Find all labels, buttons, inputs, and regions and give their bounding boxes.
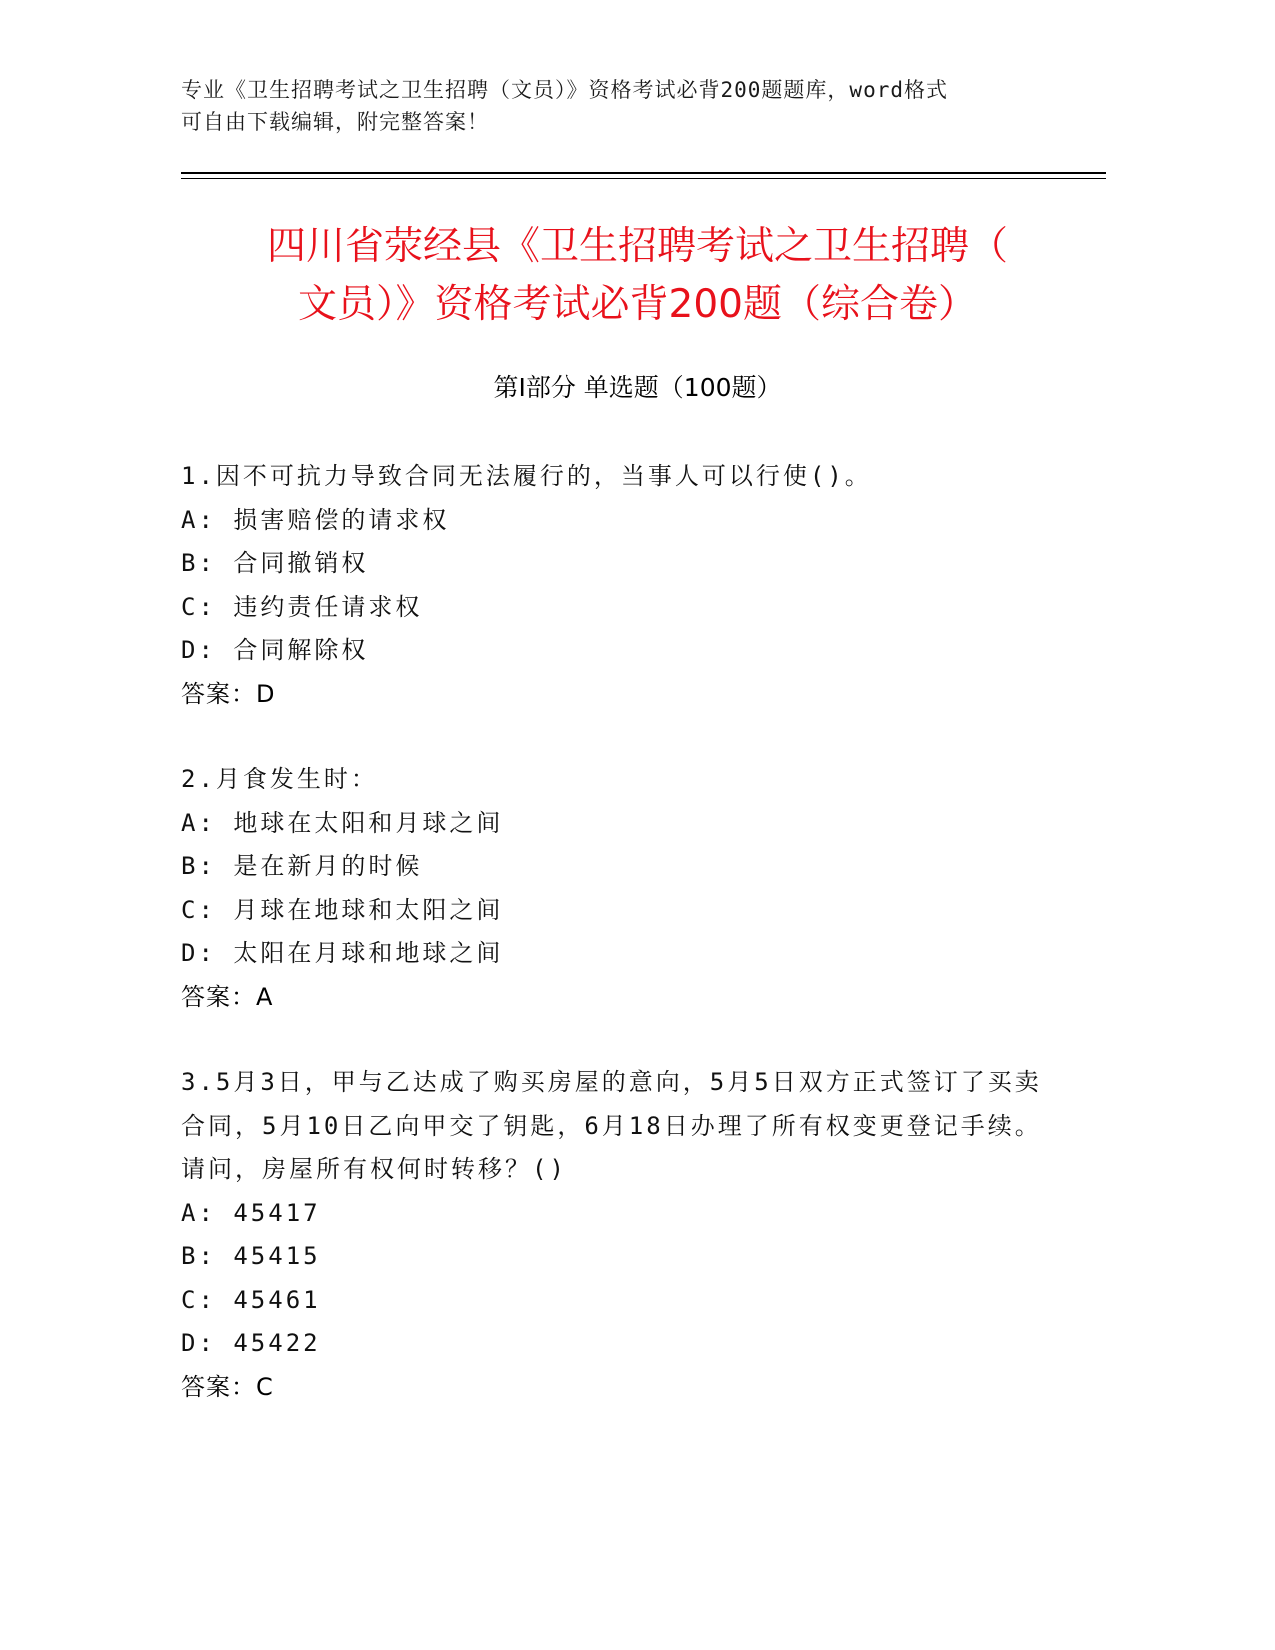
option-a: A: 地球在太阳和月球之间 — [181, 808, 504, 837]
document-title-line-2: 文员）》资格考试必背200题（综合卷） — [298, 282, 977, 327]
option-d: D: 太阳在月球和地球之间 — [181, 939, 504, 967]
question-2 — [181, 758, 1061, 1019]
option-b: B: 是在新月的时候 — [181, 852, 423, 880]
option-c: C: 违约责任请求权 — [181, 592, 423, 621]
header-rule-thick — [181, 172, 1106, 174]
question-stem: 1.因不可抗力导致合同无法履行的，当事人可以行使()。 — [181, 462, 872, 490]
question-list — [181, 455, 1061, 1451]
question-stem: 2.月食发生时： — [181, 765, 378, 793]
answer-line: 答案：C — [181, 1372, 274, 1401]
question-1 — [181, 455, 1061, 716]
option-b: B: 合同撤销权 — [181, 549, 369, 577]
option-a: A: 45417 — [181, 1198, 321, 1227]
question-stem: 3.5月3日，甲与乙达成了购买房屋的意向，5月5日双方正式签订了买卖合同，5月10日乙向甲交了钥匙，6月18日办理了所有权变更登记手续。请问，房屋所有权何时转移？() — [181, 1068, 1042, 1183]
option-c: C: 月球在地球和太阳之间 — [181, 895, 504, 924]
header-note — [181, 74, 1041, 138]
option-d: D: 合同解除权 — [181, 636, 369, 664]
header-note-line-1: 专业《卫生招聘考试之卫生招聘（文员）》资格考试必背200题题库，word格式 — [181, 78, 948, 102]
answer-line: 答案：D — [181, 679, 276, 708]
option-a: A: 损害赔偿的请求权 — [181, 505, 450, 534]
document-title — [150, 218, 1125, 334]
document-title-line-1: 四川省荥经县《卫生招聘考试之卫生招聘（ — [266, 224, 1008, 269]
question-3 — [181, 1061, 1061, 1409]
option-c: C: 45461 — [181, 1285, 321, 1314]
answer-line: 答案：A — [181, 982, 274, 1011]
option-d: D: 45422 — [181, 1329, 321, 1357]
section-heading: 第Ⅰ部分 单选题（100题） — [493, 373, 782, 402]
option-b: B: 45415 — [181, 1242, 321, 1270]
header-rule-thin — [181, 178, 1106, 179]
header-note-line-2: 可自由下载编辑，附完整答案！ — [181, 110, 489, 134]
